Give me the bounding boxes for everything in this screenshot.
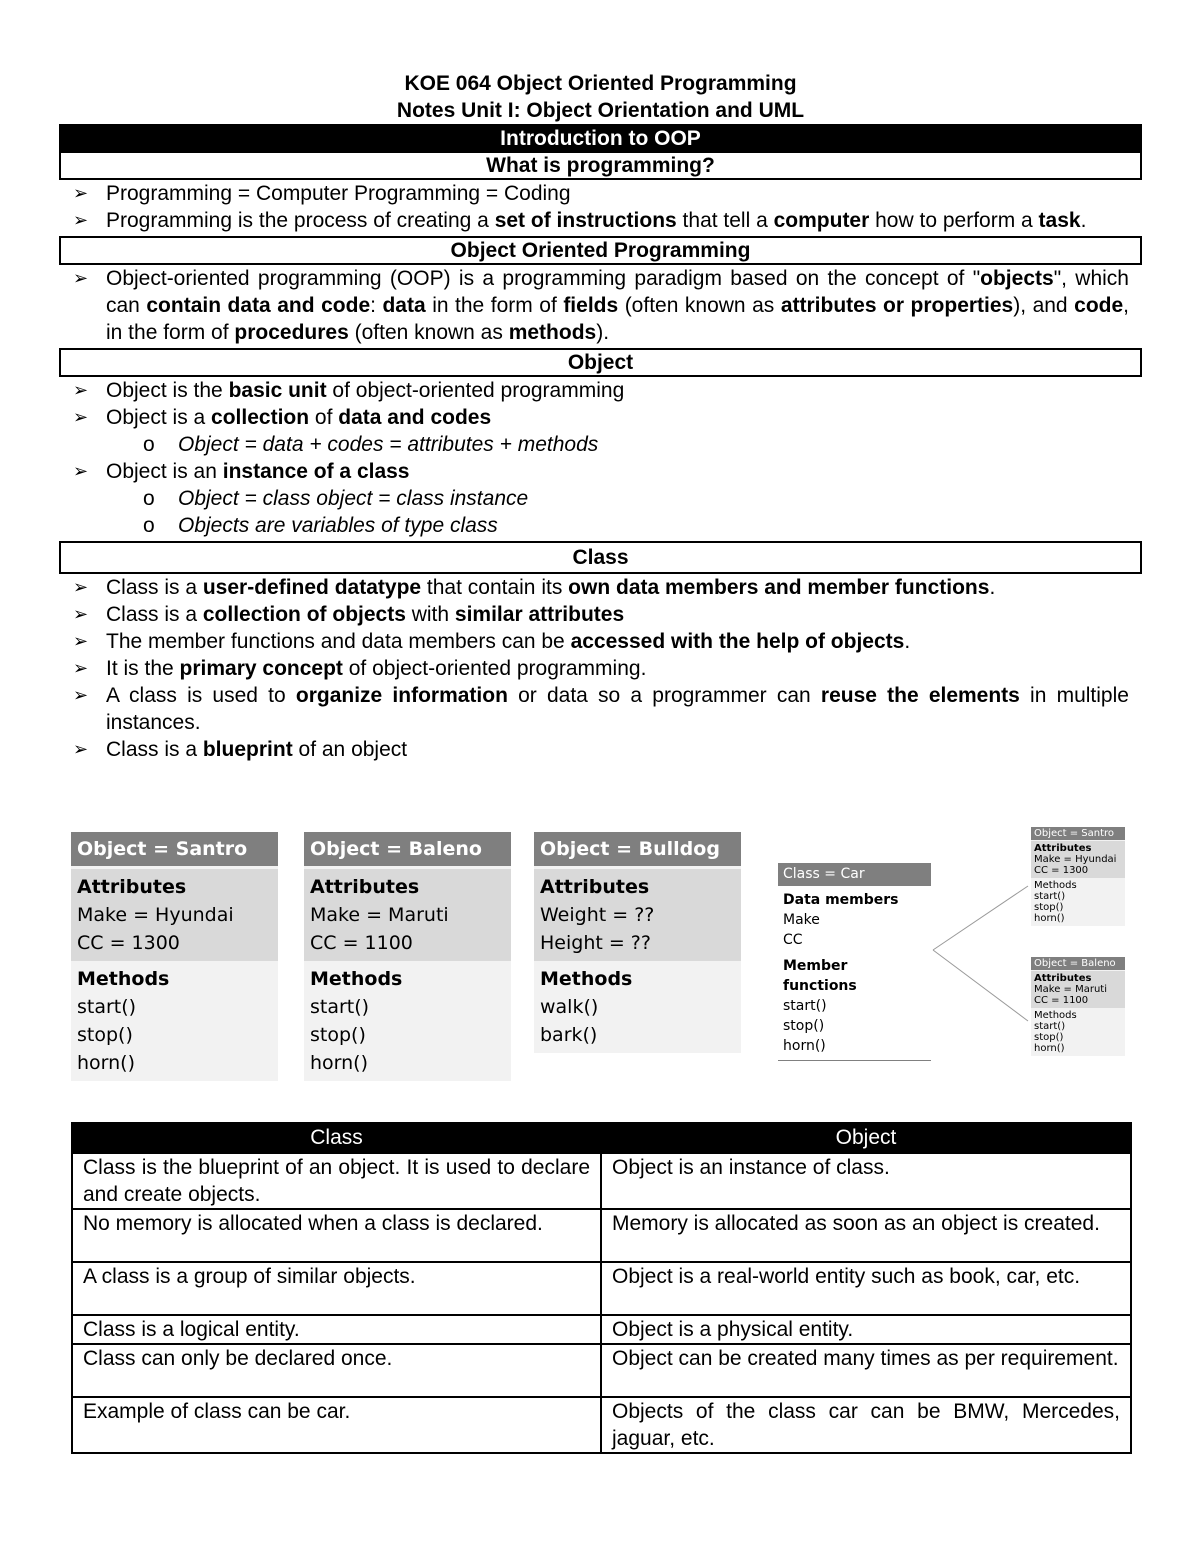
sub-bullet-text: Object = class object = class instance — [178, 487, 529, 510]
data-member: CC — [783, 932, 803, 948]
methods-label: Methods — [310, 968, 403, 990]
object-card-baleno — [304, 832, 511, 1081]
text: : — [370, 294, 383, 317]
mini-method: horn() — [1034, 1043, 1065, 1054]
bullet-arrow-icon: ➢ — [73, 380, 89, 400]
text: Class is a — [106, 738, 203, 761]
bullet-arrow-icon: ➢ — [73, 577, 89, 597]
method-value: start() — [77, 996, 137, 1018]
class-cell: Class can only be declared once. — [72, 1344, 601, 1397]
class-cell: Class is a logical entity. — [72, 1315, 601, 1344]
card-title: Object = Baleno — [304, 832, 511, 866]
method-value: horn() — [310, 1052, 369, 1074]
bold-text: primary concept — [179, 657, 343, 680]
mini-title: Object = Santro — [1031, 827, 1125, 840]
data-member: Make — [783, 912, 820, 928]
object-card-bulldog — [534, 832, 741, 1053]
object-cell: Object is a real-world entity such as book, car, etc. — [601, 1262, 1131, 1315]
attribute-value: Weight = ?? — [540, 904, 655, 926]
bullet-arrow-icon: ➢ — [73, 183, 89, 203]
text: ", which can — [106, 267, 1129, 317]
table-row — [72, 1262, 1131, 1315]
mini-method: horn() — [1034, 913, 1065, 924]
bullet-arrow-icon: ➢ — [73, 210, 89, 230]
class-car-title: Class = Car — [778, 863, 931, 886]
methods-label: Methods — [540, 968, 633, 990]
card-attributes — [534, 869, 741, 961]
text: with — [405, 603, 455, 626]
object-cell: Memory is allocated as soon as an object is created. — [601, 1209, 1131, 1262]
text: that tell a — [676, 209, 774, 232]
class-vs-object-table — [71, 1122, 1132, 1454]
class-cell: A class is a group of similar objects. — [72, 1262, 601, 1315]
table-header-object: Object — [601, 1123, 1131, 1153]
bullet-arrow-icon: ➢ — [73, 631, 89, 651]
text: Programming is the process of creating a — [106, 209, 495, 232]
object-cell: Object can be created many times as per requirement. — [601, 1344, 1131, 1397]
notes-page — [59, 70, 1142, 763]
card-attributes — [71, 869, 278, 961]
text: . — [989, 576, 996, 599]
member-function: horn() — [783, 1038, 826, 1054]
bullet-arrow-icon: ➢ — [73, 407, 89, 427]
mini-attr: Make = Maruti — [1034, 984, 1107, 995]
table-row — [72, 1315, 1131, 1344]
text: of object-oriented programming — [326, 379, 625, 402]
bold-text: computer — [773, 209, 870, 232]
bold-text: own data members and member functions — [568, 576, 990, 599]
card-methods — [304, 961, 511, 1081]
unit-title: Notes Unit I: Object Orientation and UML — [396, 99, 805, 122]
card-methods — [534, 961, 741, 1053]
sub-bullet-item — [59, 512, 1129, 539]
bold-text: reuse the elements — [820, 684, 1020, 707]
bold-text: set of instructions — [494, 209, 677, 232]
bold-text: similar attributes — [454, 603, 625, 626]
text: Class is a — [106, 576, 203, 599]
bullet-item — [59, 574, 1142, 601]
text: of object-oriented programming. — [342, 657, 647, 680]
text: (often known as — [348, 321, 509, 344]
circle-bullet-icon: o — [143, 487, 155, 510]
mini-meth-label: Methods — [1034, 880, 1077, 891]
bullet-item — [59, 655, 1142, 682]
bold-text: basic unit — [228, 379, 327, 402]
bullet-arrow-icon: ➢ — [73, 604, 89, 624]
bullet-item — [59, 628, 1142, 655]
class-object-diagram — [775, 826, 1135, 1076]
bullet-item — [59, 682, 1142, 736]
mini-attr: Make = Hyundai — [1034, 854, 1117, 865]
bold-text: collection — [211, 406, 310, 429]
text: . — [904, 630, 911, 653]
circle-bullet-icon: o — [143, 433, 155, 456]
methods-label: Methods — [77, 968, 170, 990]
bullet-item — [59, 377, 1142, 404]
sub-bullet-text: Objects are variables of type class — [178, 514, 498, 537]
member-function: start() — [783, 998, 827, 1014]
text: or data so a programmer can — [507, 684, 821, 707]
sub-bullet-item — [59, 431, 1129, 458]
text: in the form of — [425, 294, 564, 317]
method-value: start() — [310, 996, 370, 1018]
bullet-item — [59, 601, 1142, 628]
attribute-value: Make = Hyundai — [77, 904, 234, 926]
class-car-box — [778, 863, 931, 1061]
text: in multiple instances. — [106, 684, 1129, 734]
sub-list-container — [59, 485, 1142, 539]
bullet-item — [59, 265, 1142, 346]
attribute-value: CC = 1100 — [310, 932, 413, 954]
table-row — [72, 1209, 1131, 1262]
text: ). — [596, 321, 610, 344]
member-functions-label: Member functions — [783, 958, 857, 994]
table-row — [72, 1344, 1131, 1397]
mini-meth-label: Methods — [1034, 1010, 1077, 1021]
sub-list-container — [59, 431, 1142, 458]
mini-method: stop() — [1034, 902, 1064, 913]
member-function: stop() — [783, 1018, 825, 1034]
text: , in the form of — [106, 294, 1129, 344]
text: that contain its — [421, 576, 569, 599]
attributes-label: Attributes — [310, 876, 420, 898]
mini-method: stop() — [1034, 1032, 1064, 1043]
bold-text: user-defined datatype — [202, 576, 422, 599]
bold-text: procedures — [234, 321, 349, 344]
data-members-label: Data members — [783, 892, 899, 908]
class-cell: Example of class can be car. — [72, 1397, 601, 1453]
object-cell: Object is a physical entity. — [601, 1315, 1131, 1344]
text: Programming = Computer Programming = Coding — [106, 182, 571, 205]
bold-text: instance of a class — [222, 460, 410, 483]
text: Object is a — [106, 406, 212, 429]
bullet-arrow-icon: ➢ — [73, 461, 89, 481]
card-title: Object = Bulldog — [534, 832, 741, 866]
mini-attr-label: Attributes — [1034, 843, 1092, 854]
object-heading: Object — [59, 348, 1142, 377]
text: Object-oriented programming (OOP) is a programming paradigm based on the concept of " — [106, 267, 981, 290]
method-value: horn() — [77, 1052, 136, 1074]
what-heading: What is programming? — [59, 153, 1142, 180]
sub-bullet-item — [59, 485, 1129, 512]
mini-attr: CC = 1300 — [1034, 865, 1089, 876]
method-value: stop() — [77, 1024, 133, 1046]
sub-bullet-text: Object = data + codes = attributes + methods — [178, 433, 599, 456]
object-cell: Object is an instance of class. — [601, 1153, 1131, 1209]
intro-heading: Introduction to OOP — [59, 124, 1142, 153]
object-list — [59, 377, 1142, 539]
table-row — [72, 1397, 1131, 1453]
bold-text: objects — [980, 267, 1054, 290]
bold-text: methods — [508, 321, 597, 344]
attributes-label: Attributes — [540, 876, 650, 898]
class-cell: No memory is allocated when a class is declared. — [72, 1209, 601, 1262]
text: . — [1080, 209, 1087, 232]
bullet-item — [59, 458, 1142, 485]
table-header-class: Class — [72, 1123, 601, 1153]
mini-method: start() — [1034, 891, 1066, 902]
bold-text: organize information — [295, 684, 508, 707]
method-value: stop() — [310, 1024, 366, 1046]
attribute-value: CC = 1300 — [77, 932, 180, 954]
card-attributes — [304, 869, 511, 961]
object-card-santro — [71, 832, 278, 1081]
bullet-arrow-icon: ➢ — [73, 658, 89, 678]
bold-text: data and codes — [338, 406, 492, 429]
bold-text: code — [1074, 294, 1124, 317]
method-value: walk() — [540, 996, 599, 1018]
bullet-arrow-icon: ➢ — [73, 739, 89, 759]
bold-text: collection of objects — [202, 603, 406, 626]
oop-heading: Object Oriented Programming — [59, 236, 1142, 265]
bullet-item — [59, 736, 1142, 763]
bullet-item — [59, 207, 1142, 234]
bold-text: data — [382, 294, 426, 317]
course-title: KOE 064 Object Oriented Programming — [404, 72, 797, 95]
card-title: Object = Santro — [71, 832, 278, 866]
text: It is the — [106, 657, 180, 680]
oop-list — [59, 265, 1142, 346]
text: Object is an — [106, 460, 223, 483]
card-methods — [71, 961, 278, 1081]
text: of an object — [292, 738, 408, 761]
mini-object-santro — [1031, 827, 1125, 926]
text: Class is a — [106, 603, 203, 626]
mini-method: start() — [1034, 1021, 1066, 1032]
text: Object is the — [106, 379, 229, 402]
bold-text: accessed with the help of objects — [570, 630, 905, 653]
attribute-value: Height = ?? — [540, 932, 651, 954]
text: The member functions and data members can be — [106, 630, 571, 653]
bold-text: attributes or properties — [780, 294, 1014, 317]
bullet-arrow-icon: ➢ — [73, 685, 89, 705]
bold-text: fields — [563, 294, 619, 317]
class-heading: Class — [59, 541, 1142, 574]
object-cell: Objects of the class car can be BMW, Mercedes, jaguar, etc. — [601, 1397, 1131, 1453]
mini-object-baleno — [1031, 957, 1125, 1056]
text: (often known as — [618, 294, 781, 317]
bold-text: task — [1038, 209, 1081, 232]
mini-attr: CC = 1100 — [1034, 995, 1089, 1006]
text: how to perform a — [869, 209, 1039, 232]
attributes-label: Attributes — [77, 876, 187, 898]
attribute-value: Make = Maruti — [310, 904, 449, 926]
class-list — [59, 574, 1142, 763]
text: ), and — [1013, 294, 1075, 317]
bullet-item — [59, 180, 1142, 207]
text: of — [309, 406, 339, 429]
mini-title: Object = Baleno — [1031, 957, 1125, 970]
bullet-arrow-icon: ➢ — [73, 268, 89, 288]
method-value: bark() — [540, 1024, 598, 1046]
table-row — [72, 1153, 1131, 1209]
bold-text: contain data and code — [146, 294, 371, 317]
mini-attr-label: Attributes — [1034, 973, 1092, 984]
circle-bullet-icon: o — [143, 514, 155, 537]
bold-text: blueprint — [202, 738, 293, 761]
text: A class is used to — [106, 684, 296, 707]
class-cell: Class is the blueprint of an object. It is used to declare and create objects. — [72, 1153, 601, 1209]
what-list — [59, 180, 1142, 234]
bullet-item — [59, 404, 1142, 431]
